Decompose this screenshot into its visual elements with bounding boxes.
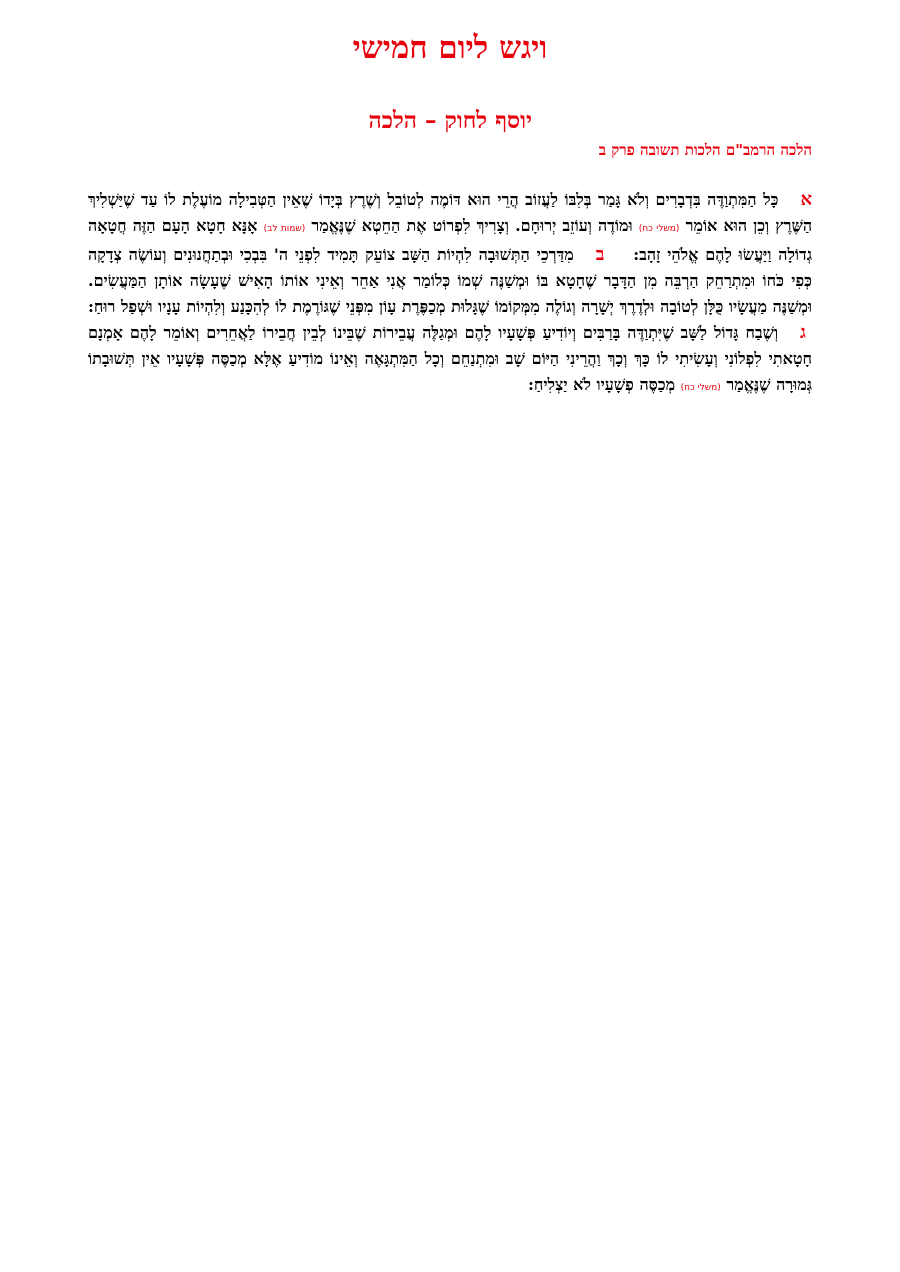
- halacha-1-text-c: אָנָּא חָטָא הָעָם הַזֶּה חֲטָאָה גְדוֹלָה וַיַּעֲשׂוּ לָהֶם אֱלֹהֵי זָהָב:: [88, 216, 812, 264]
- halacha-3-text-a: וְשֶׁבַח גָּדוֹל לַשָּׁב שֶׁיִּתְוַדֶּה בָּרַבִּים וְיוֹדִיעַ פְּשָׁעָיו לָהֶם וּמְגַלֶּה עֲבֵירוֹת שֶׁבֵּינוֹ לְבֵין חֲבֵירוֹ לַאֲחֵרִים וְאוֹמֵר לָהֶם אָמְנָם חָטָאתִי לִפְלוֹנִי וְעָשִׂיתִי לוֹ כָּךְ וְכָךְ וַהֲרֵינִי הַיּוֹם שָׁב וּמִתְנַחֵם וְכָל הַמִּתְגָּאֶה וְאֵינוֹ מוֹדִיעַ אֶלָּא מְכַסֶּה פְּשָׁעָיו אֵין תְּשׁוּבָתוֹ גְּמוּרָה שֶׁנֶּאֱמַר: [88, 323, 812, 394]
- halacha-2-text: מִדַּרְכֵי הַתְּשׁוּבָה לִהְיוֹת הַשָּׁב צוֹעֵק תָּמִיד לִפְנֵי ה' בִּבְכִי וּבְתַחֲנוּנִים וְעוֹשֶׂה צְדָקָה כְּפִי כֹּחוֹ וּמִתְרַחֵק הַרְבֵּה מִן הַדָּבָר שֶׁחָטָא בּוֹ וּמְשַׁנֶּה שְׁמוֹ כְּלוֹמַר אֲנִי אַחֵר וְאֵינִי אוֹתוֹ הָאִישׁ שֶׁעָשָׂה אוֹתָן הַמַּעֲשִׂים. וּמְשַׁנֶּה מַעֲשָׂיו כֻּלָּן לְטוֹבָה וּלְדֶרֶךְ יְשָׁרָה וְגוֹלֶה מִמְּקוֹמוֹ שֶׁגָּלוּת מְכַפֶּרֶת עָוֹן מִפְּנֵי שֶׁגּוֹרֶמֶת לוֹ לְהִכָּנַע וְלִהְיוֹת עָנָיו וּשְׁפַל רוּחַ:: [88, 245, 812, 316]
- citation-2: (שמות לב): [263, 224, 306, 234]
- citation-3: (משלי כח): [680, 383, 721, 393]
- citation-1: (משלי כח): [638, 224, 680, 234]
- source-reference: הלכה הרמב"ם הלכות תשובה פרק ב: [598, 141, 812, 159]
- halacha-letter-2: ב: [595, 244, 605, 265]
- halacha-letter-3: ג: [800, 322, 806, 343]
- halacha-3-text-b: מְכַסֶּה פְשָׁעָיו לֹא יַצְלִיחַ:: [527, 375, 676, 394]
- halacha-body: [88, 187, 812, 401]
- page-title: ויגש ליום חמישי: [352, 30, 548, 66]
- halacha-1-text-a: כָּל הַמִּתְוַדֶּה בִּדְבָרִים וְלֹא גָּמַר בְּלִבּוֹ לַעֲזוֹב הֲרֵי הוּא דּוֹמֶה לְטוֹבֵל וְשֶׁרֶץ בְּיָדוֹ שֶׁאֵין הַטְּבִילָה מוֹעֶלֶת לוֹ עַד שֶׁיַּשְׁלִיךְ הַשֶּׁרֶץ וְכֵן הוּא אוֹמֵר: [88, 190, 813, 235]
- page-subtitle: יוסף לחוק – הלכה: [368, 107, 532, 134]
- halacha-1-text-b: וּמוֹדֶה וְעוֹזֵב יְרוּחָם. וְצָרִיךְ לִפְרוֹט אֶת הַחֵטְא שֶׁנֶּאֱמַר: [311, 216, 633, 235]
- halacha-letter-1: א: [800, 189, 812, 210]
